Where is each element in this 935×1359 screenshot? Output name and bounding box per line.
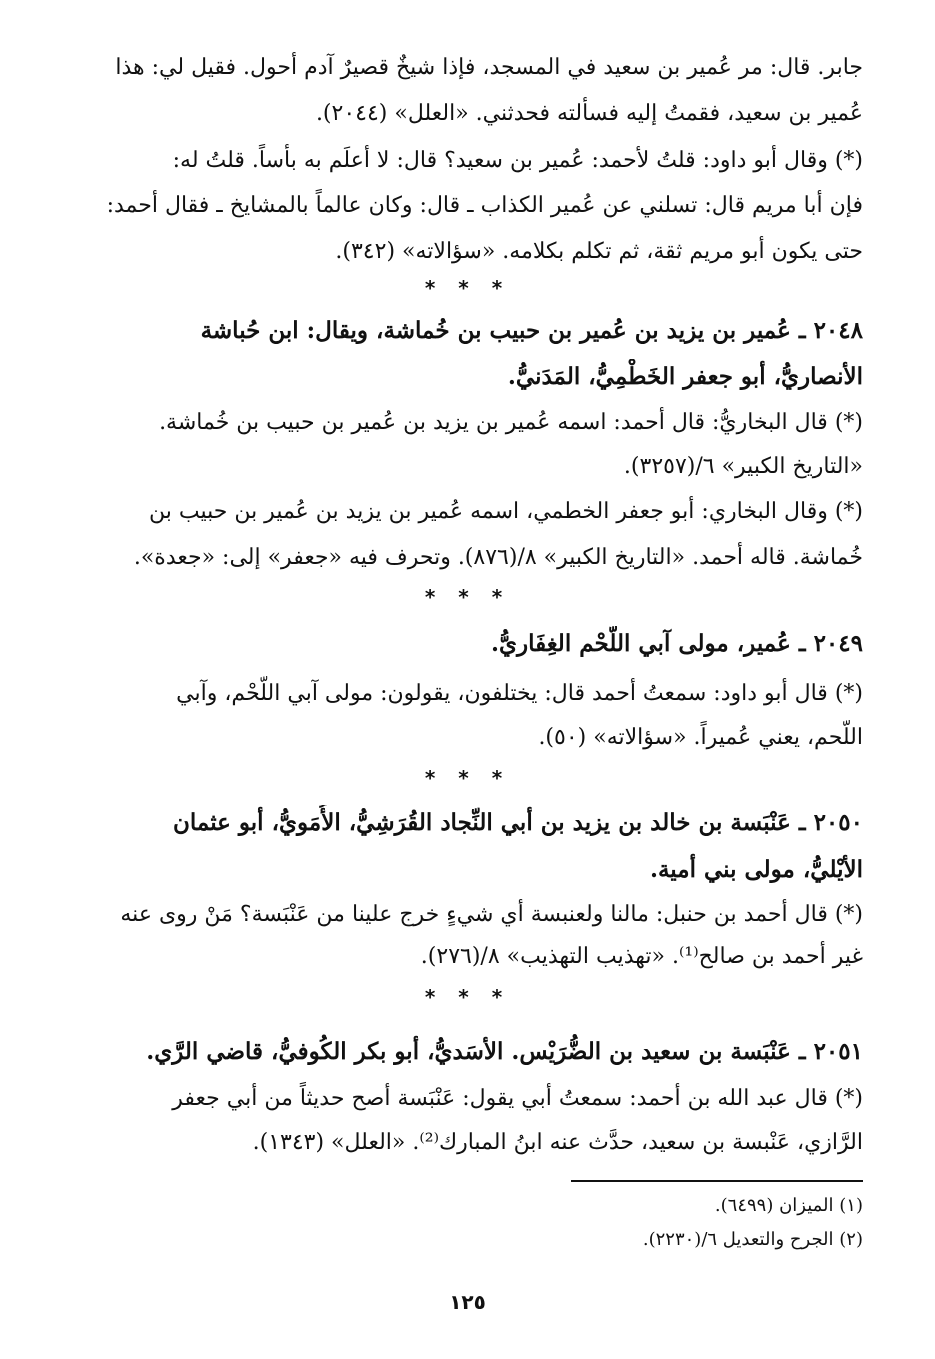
text-line: فإن أبا مريم قال: تسلني عن عُمير الكذاب ـ قال: وكان عالماً بالمشايخ ـ فقال أحمد: (106, 193, 863, 218)
text-line: (*) وقال البخاري: أبو جعفر الخطمي، اسمه عُمير بن يزيد بن عُمير بن حبيب بن (148, 499, 863, 524)
entry-heading-2050: ٢٠٥٠ ـ عَنْبَسة بن خالد بن يزيد بن أبي النِّجاد القُرَشِيُّ، الأُمَويُّ، أبو عثمان (173, 809, 863, 836)
footnote-rule (571, 1180, 863, 1182)
section-separator: * * * (424, 585, 511, 609)
text-line: حتى يكون أبو مريم ثقة، ثم تكلم بكلامه. «سؤالاته» (٣٤٢). (335, 239, 863, 264)
entry-heading-2048: ٢٠٤٨ ـ عُمير بن يزيد بن عُمير بن حبيب بن خُماشة، ويقال: ابن حُباشة (200, 317, 863, 344)
text-line: عُمير بن سعيد، فقمتُ إليه فسألته فحدثني. «العلل» (٢٠٤٤). (315, 101, 863, 126)
footnote: (١) الميزان (٦٤٩٩). (714, 1195, 863, 1216)
text-line: خُماشة. قاله أحمد. «التاريخ الكبير» ٨/(٨٧٦). وتحرف فيه «جعفر» إلى: «جعدة». (133, 545, 863, 570)
text-line: (*) قال عبد الله بن أحمد: سمعتُ أبي يقول: عَنْبَسة أصح حديثاً من أبي جعفر (172, 1086, 863, 1111)
page-number: ١٢٥ (449, 1290, 486, 1314)
footnote: (٢) الجرح والتعديل ٦/(٢٢٣٠). (642, 1229, 863, 1250)
entry-heading-2049: ٢٠٤٩ ـ عُمير، مولى آبي اللَّحْم الغِفَاريُّ. (490, 630, 863, 657)
text-line: الرَّازي، عَنْبسة بن سعيد، حدَّث عنه ابنُ المبارك⁽²⁾. «العلل» (١٣٤٣). (252, 1130, 863, 1155)
text-line: (*) قال أحمد بن حنبل: مالنا ولعنبسة أي شيءٍ خرج علينا من عَنْبَسة؟ مَنْ روى عنه (120, 902, 863, 927)
section-separator: * * * (424, 985, 511, 1009)
entry-heading-2048-cont: الأنصاريُّ، أبو جعفر الخَطْمِيُّ، المَدَنيُّ. (507, 363, 863, 390)
text-line: غير أحمد بن صالح⁽¹⁾. «تهذيب التهذيب» ٨/(٢٧٦). (420, 944, 863, 969)
text-line: «التاريخ الكبير» ٦/(٣٢٥٧). (623, 454, 863, 479)
text-line: (*) وقال أبو داود: قلتُ لأحمد: عُمير بن سعيد؟ قال: لا أعلَم به بأساً. قلتُ له: (172, 148, 863, 173)
section-separator: * * * (424, 276, 511, 300)
text-line: اللَّحم، يعني عُميراً. «سؤالاته» (٥٠). (538, 725, 863, 750)
entry-heading-2050-cont: الأيْليُّ، مولى بني أمية. (649, 856, 863, 883)
section-separator: * * * (424, 766, 511, 790)
text-line: (*) قال أبو داود: سمعتُ أحمد قال: يختلفون، يقولون: مولى آبي اللَّحْم، وآبي (176, 681, 863, 706)
text-line: (*) قال البخاريُّ: قال أحمد: اسمه عُمير بن يزيد بن عُمير بن حبيب بن خُماشة. (159, 410, 863, 435)
entry-heading-2051: ٢٠٥١ ـ عَنْبَسة بن سعيد بن الضُّرَيْس. الأسَديُّ، أبو بكر الكُوفيُّ، قاضي الرَّي. (146, 1038, 863, 1065)
text-line: جابر. قال: مر عُمير بن سعيد في المسجد، فإذا شيخٌ قصيرٌ آدم أحول. فقيل لي: هذا (115, 55, 863, 80)
